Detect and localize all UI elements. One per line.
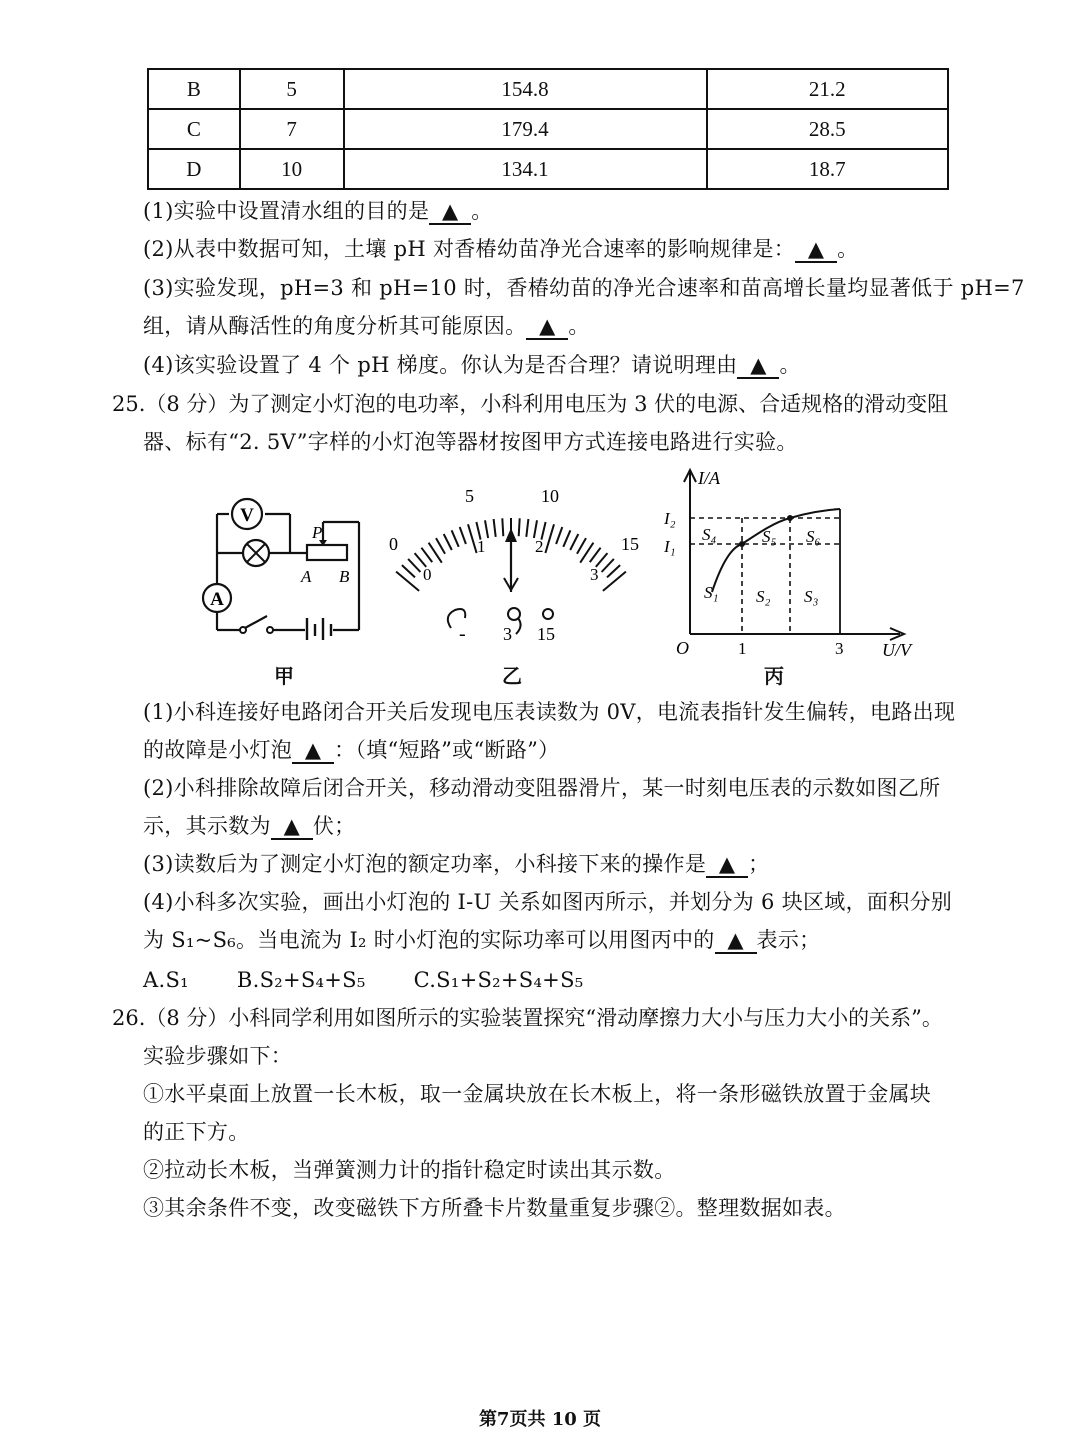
dial-tick: [519, 518, 520, 536]
answer-blank[interactable]: ▲: [526, 314, 568, 340]
q24-part1: (1)实验中设置清水组的目的是 ▲ 。: [143, 199, 493, 223]
table-cell: B: [148, 69, 240, 109]
q26-step1-line2: 的正下方。: [143, 1120, 250, 1144]
dial-top-0: 0: [389, 534, 398, 554]
table-cell: 5: [240, 69, 344, 109]
dial-tick: [570, 534, 578, 550]
voltmeter-dial: [385, 478, 645, 658]
dial-tick: [545, 524, 554, 553]
q26-step1-line1: ①水平桌面上放置一长木板，取一金属块放在长木板上，将一条形磁铁放置于金属块: [143, 1082, 932, 1106]
x-tick-3: 3: [835, 639, 844, 658]
q24-part4: (4)该实验设置了 4 个 pH 梯度。你认为是否合理？请说明理由 ▲ 。: [143, 353, 801, 377]
table-cell: D: [148, 149, 240, 189]
terminal-negative: -: [459, 623, 466, 645]
dial-tick: [577, 538, 586, 554]
answer-blank[interactable]: ▲: [795, 237, 837, 263]
q26-step2: ②拉动长木板，当弹簧测力计的指针稳定时读出其示数。: [143, 1158, 676, 1182]
table-cell: 134.1: [344, 149, 707, 189]
dial-bottom-3: 3: [590, 565, 599, 584]
region-s4: S₄: [702, 525, 717, 544]
answer-blank[interactable]: ▲: [429, 199, 471, 225]
table-cell: 28.5: [707, 109, 948, 149]
table-row: [148, 149, 948, 189]
terminal-a-label: A: [301, 567, 312, 586]
dial-tick: [452, 530, 459, 547]
table-row: [148, 109, 948, 149]
table-row: [148, 69, 948, 109]
terminal-b-label: B: [339, 567, 350, 586]
dial-tick: [526, 519, 528, 537]
dial-bottom-0: 0: [423, 565, 432, 584]
q25-part4-line1: (4)小科多次实验，画出小灯泡的 I-U 关系如图丙所示，并划分为 6 块区域，面积分别: [143, 890, 953, 914]
dial-tick: [534, 520, 537, 538]
q25-part4-line2: 为 S₁~S₆。当电流为 I₂ 时小灯泡的实际功率可以用图丙中的 ▲ 表示；: [143, 928, 821, 952]
dial-tick: [436, 538, 445, 554]
table-cell: 18.7: [707, 149, 948, 189]
q25-part1-line2: 的故障是小灯泡 ▲ ：（填“短路”或“断路”）: [143, 738, 560, 762]
q25-part3: (3)读数后为了测定小灯泡的额定功率，小科接下来的操作是 ▲ ；: [143, 852, 770, 876]
q25-options: [143, 965, 631, 995]
y-axis-label: I/A: [698, 468, 720, 488]
table-cell: 7: [240, 109, 344, 149]
dial-bottom-2: 2: [535, 537, 544, 556]
q24-part3-line1: (3)实验发现，pH=3 和 pH=10 时，香椿幼苗的净光合速率和苗高增长量均显著低于 pH=7: [143, 276, 1025, 300]
dial-top-15: 15: [621, 534, 639, 554]
dial-top-5: 5: [465, 486, 474, 506]
answer-blank[interactable]: ▲: [737, 353, 779, 379]
data-table: [147, 68, 949, 190]
table-cell: 10: [240, 149, 344, 189]
q25-heading-line2: 器、标有“2. 5V”字样的小灯泡等器材按图甲方式连接电路进行实验。: [143, 430, 798, 454]
q26-step3: ③其余条件不变，改变磁铁下方所叠卡片数量重复步骤②。整理数据如表。: [143, 1196, 846, 1220]
answer-blank[interactable]: ▲: [271, 814, 313, 840]
dial-tick: [502, 518, 503, 536]
region-s3: S₃: [804, 587, 819, 606]
page-footer: 第7页共 10 页: [478, 1409, 602, 1430]
dial-tick: [460, 527, 466, 544]
figure-jia-label: 甲: [274, 664, 294, 688]
dial-tick: [468, 524, 477, 553]
table-cell: C: [148, 109, 240, 149]
table-cell: 154.8: [344, 69, 707, 109]
dial-tick: [396, 572, 419, 591]
dial-tick: [421, 548, 432, 562]
q26-heading-line2: 实验步骤如下：: [143, 1044, 293, 1068]
dial-bottom-1: 1: [477, 537, 486, 556]
answer-blank[interactable]: ▲: [715, 928, 757, 954]
region-s5: S₅: [762, 527, 777, 546]
figure-bing-label: 丙: [764, 664, 784, 688]
q25-part1-line1: (1)小科连接好电路闭合开关后发现电压表读数为 0V，电流表指针发生偏转，电路出现: [143, 700, 956, 724]
dial-tick: [444, 534, 452, 550]
slider-label: P: [312, 523, 323, 542]
dial-tick: [603, 572, 626, 591]
ammeter-label: A: [210, 589, 224, 610]
q24-part2: (2)从表中数据可知，土壤 pH 对香椿幼苗净光合速率的影响规律是： ▲ 。: [143, 237, 859, 261]
q25-part2-line2: 示，其示数为 ▲ 伏；: [143, 814, 356, 838]
origin-label: O: [676, 638, 689, 658]
region-s1: S₁: [704, 583, 719, 602]
y-tick-i1: I₁: [664, 537, 676, 556]
q26-heading-line1: 26.（8 分）小科同学利用如图所示的实验装置探究“滑动摩擦力大小与压力大小的关系”。: [112, 1006, 943, 1030]
dial-tick: [402, 565, 415, 577]
q25-part2-line1: (2)小科排除故障后闭合开关，移动滑动变阻器滑片，某一时刻电压表的示数如图乙所: [143, 776, 941, 800]
option-b[interactable]: B.S₂+S₄+S₅: [236, 968, 366, 992]
table-cell: 179.4: [344, 109, 707, 149]
answer-blank[interactable]: ▲: [292, 738, 334, 764]
region-s6: S₆: [806, 527, 821, 546]
dial-tick: [563, 530, 570, 547]
dial-top-10: 10: [541, 486, 559, 506]
iu-graph: [660, 462, 930, 662]
dial-tick: [602, 559, 614, 572]
terminal-3: 3: [503, 624, 512, 644]
dial-tick: [590, 548, 601, 562]
figure-yi-label: 乙: [502, 664, 522, 688]
dial-tick: [556, 527, 562, 544]
dial-tick: [485, 520, 488, 538]
option-a[interactable]: A.S₁: [143, 968, 189, 992]
dial-tick: [607, 565, 620, 577]
terminal-15: 15: [537, 624, 555, 644]
table-cell: 21.2: [707, 69, 948, 109]
option-c[interactable]: C.S₁+S₂+S₄+S₅: [413, 968, 584, 992]
dial-tick: [494, 519, 496, 537]
circuit-diagram: [195, 490, 375, 640]
answer-blank[interactable]: ▲: [706, 852, 748, 878]
x-tick-1: 1: [738, 639, 747, 658]
y-tick-i2: I₂: [664, 509, 676, 528]
q24-part3-line2: 组，请从酶活性的角度分析其可能原因。 ▲ 。: [143, 314, 590, 338]
q25-heading-line1: 25.（8 分）为了测定小灯泡的电功率，小科利用电压为 3 伏的电源、合适规格的滑动变阻: [112, 392, 949, 416]
region-s2: S₂: [756, 587, 771, 606]
voltmeter-label: V: [240, 505, 254, 526]
dial-tick: [408, 559, 420, 572]
x-axis-label: U/V: [882, 640, 911, 660]
